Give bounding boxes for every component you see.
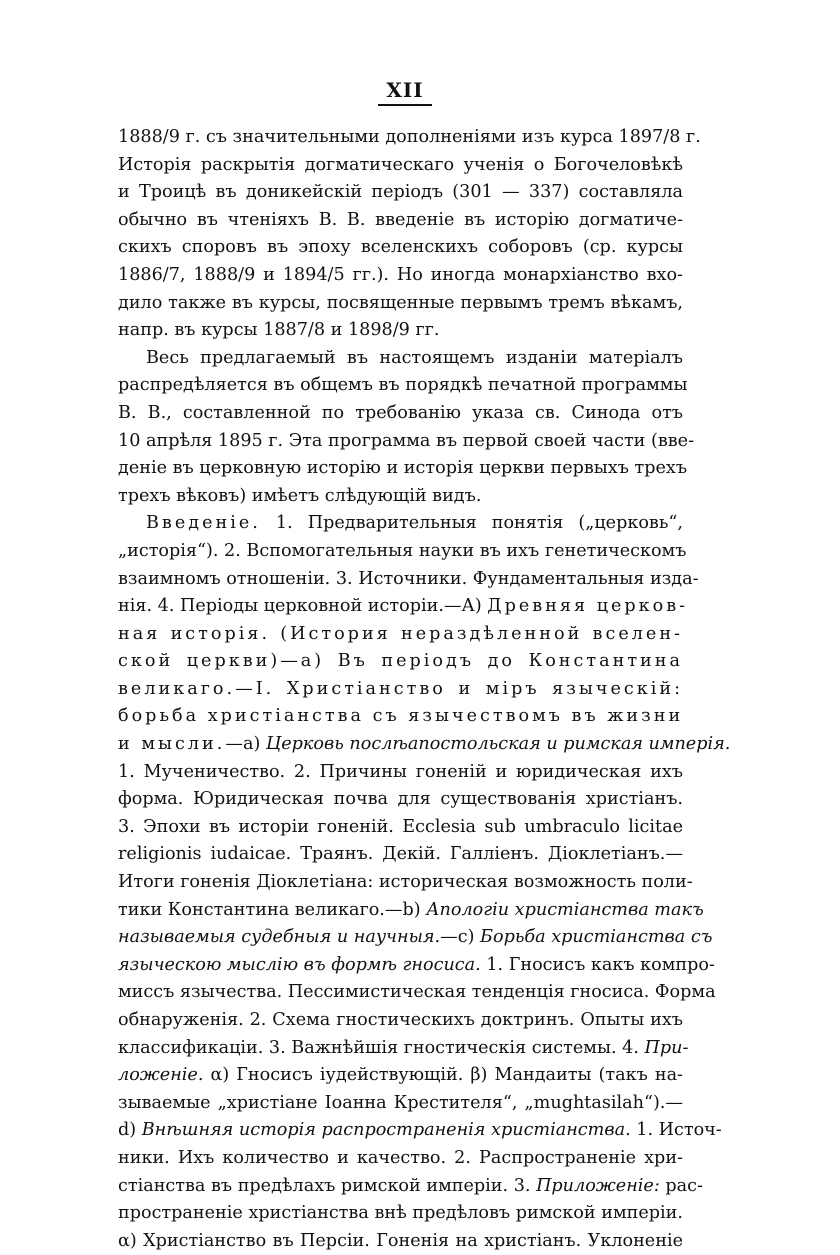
text-line (118, 759, 683, 787)
text-segment: распредѣляется въ общемъ въ порядкѣ печатной программы (118, 375, 688, 396)
italic-segment: Церковь послѣапостольская и римская имперія. (265, 734, 731, 755)
text-segment: —а) (225, 734, 266, 755)
text-line (118, 869, 693, 897)
spaced-heading: Древняя церков- (487, 596, 689, 617)
text-line (118, 1117, 722, 1145)
text-segment: рас- (659, 1175, 703, 1196)
text-line (118, 1200, 683, 1228)
text-line (118, 786, 683, 814)
text-line (118, 1035, 689, 1063)
text-segment: и Троицѣ въ доникейскій періодъ (301 — 337) составляла (118, 182, 683, 203)
text-line (118, 207, 683, 235)
text-segment: 1. Источ- (630, 1120, 722, 1141)
spaced-heading: великаго.—I. Христіанство и міръ языческій: (118, 678, 683, 699)
text-segment: обычно въ чтеніяхъ В. В. введеніе въ исторію догматиче- (118, 209, 683, 230)
text-segment: взаимномъ отношеніи. 3. Источники. Фундаментальныя изда- (118, 568, 699, 589)
text-segment: зываемые „христіане Іоанна Крестителя“, „mughtasilah“).— (118, 1092, 683, 1113)
spaced-heading: и мысли. (118, 734, 226, 755)
text-segment: 10 апрѣля 1895 г. Эта программа въ первой своей части (вве- (118, 430, 695, 451)
spaced-heading: ная исторія. (История нераздѣленной вселен- (118, 623, 683, 644)
text-segment: стіанства въ предѣлахъ римской имперіи. 3. (118, 1175, 537, 1196)
italic-segment: языческою мыслію въ формѣ гносиса. (118, 954, 481, 975)
text-segment: Исторія раскрытія догматическаго ученія о Богочеловѣкѣ (118, 154, 683, 175)
text-line (118, 317, 683, 345)
text-line (118, 621, 683, 649)
spaced-heading: ской церкви)—а) Въ періодъ до Константина (118, 651, 683, 672)
italic-segment: называемыя судебныя и научныя. (118, 927, 441, 948)
text-segment: деніе въ церковную исторію и исторія церкви первыхъ трехъ (118, 458, 688, 479)
text-segment: „исторія“). 2. Вспомогательныя науки въ ихъ генетическомъ (118, 540, 687, 561)
italic-segment: Приложеніе: (536, 1175, 660, 1196)
page-number-rule (378, 104, 432, 106)
text-line (118, 979, 716, 1007)
text-segment: 1. Мученичество. 2. Причины гоненій и юридическая ихъ (118, 761, 683, 782)
italic-segment: Внѣшняя исторія распространенія христіанства. (141, 1120, 631, 1141)
text-line (118, 345, 683, 373)
text-line (118, 897, 704, 925)
text-segment: Итоги гоненія Діоклетіана: историческая возможность поли- (118, 872, 693, 893)
text-line (118, 841, 683, 869)
text-line (118, 1145, 683, 1173)
italic-segment: Апологіи христіанства такъ (426, 899, 704, 920)
text-segment: скихъ споровъ въ эпоху вселенскихъ соборовъ (ср. курсы (118, 237, 683, 258)
text-line (118, 262, 683, 290)
text-segment: форма. Юридическая почва для существованія христіанъ. (118, 789, 683, 810)
spaced-heading: Введеніе. (146, 513, 261, 534)
text-line (118, 648, 683, 676)
text-line (118, 814, 683, 842)
italic-segment: Борьба христіанства съ (480, 927, 713, 948)
text-segment: ники. Ихъ количество и качество. 2. Распространеніе хри- (118, 1147, 683, 1168)
text-line (118, 234, 683, 262)
text-line (118, 152, 683, 180)
text-segment: α) Гносисъ іудействующій. β) Мандаиты (такъ на- (203, 1065, 683, 1086)
page-number: XII (386, 78, 424, 102)
text-line (118, 1228, 683, 1255)
text-segment: religionis iudaicae. Траянъ. Декій. Галліенъ. Діоклетіанъ.— (118, 844, 683, 865)
text-line (118, 952, 715, 980)
text-line (118, 372, 688, 400)
text-line (118, 593, 689, 621)
text-segment: трехъ вѣковъ) имѣетъ слѣдующій видъ. (118, 485, 482, 506)
text-segment: 1. Предварительныя понятія („церковь“, (260, 513, 683, 534)
text-segment: пространеніе христіанства внѣ предѣловъ римской имперіи. (118, 1203, 683, 1224)
text-line (118, 1007, 683, 1035)
text-line (118, 400, 683, 428)
italic-segment: ложеніе. (118, 1065, 204, 1086)
text-line (118, 510, 683, 538)
text-segment: классификаціи. 3. Важнѣйшія гностическія системы. 4. (118, 1037, 645, 1058)
text-line (118, 703, 683, 731)
text-segment: —c) (440, 927, 481, 948)
body-text (118, 124, 731, 1255)
text-segment: 1. Гносисъ какъ компро- (480, 954, 715, 975)
text-segment: d) (118, 1120, 142, 1141)
text-segment: миссъ язычества. Пессимистическая тенденція гносиса. Форма (118, 982, 716, 1003)
text-segment: нія. 4. Періоды церковной исторіи.—А) (118, 596, 488, 617)
text-segment: тики Константина великаго.—b) (118, 899, 427, 920)
text-line (118, 124, 701, 152)
spaced-heading: борьба христіанства съ язычествомъ въ жизни (118, 706, 684, 727)
text-segment: напр. въ курсы 1887/8 и 1898/9 гг. (118, 320, 440, 341)
text-segment: 3. Эпохи въ исторіи гоненій. Ecclesia sub umbraculo licitae (118, 816, 683, 837)
text-line (118, 1062, 683, 1090)
text-line (118, 455, 688, 483)
text-line (118, 179, 683, 207)
text-segment: Весь предлагаемый въ настоящемъ изданіи матеріалъ (146, 347, 683, 368)
text-line (118, 676, 683, 704)
text-segment: В. В., составленной по требованію указа св. Синода отъ (118, 402, 683, 423)
text-line (118, 483, 683, 511)
text-line (118, 731, 731, 759)
text-line (118, 538, 687, 566)
text-line (118, 1173, 703, 1201)
text-segment: 1886/7, 1888/9 и 1894/5 гг.). Но иногда монархіанство вхо- (118, 264, 683, 285)
text-line (118, 428, 695, 456)
text-segment: α) Христіанство въ Персіи. Гоненія на христіанъ. Уклоненіе (118, 1230, 683, 1251)
text-segment: 1888/9 г. съ значительными дополненіями изъ курса 1897/8 г. (118, 127, 701, 147)
text-line (118, 1090, 683, 1118)
italic-segment: При- (644, 1037, 689, 1058)
text-line (118, 924, 713, 952)
text-segment: обнаруженія. 2. Схема гностическихъ доктринъ. Опыты ихъ (118, 1010, 683, 1030)
text-line (118, 566, 699, 594)
text-segment: дило также въ курсы, посвященные первымъ тремъ вѣкамъ, (118, 292, 683, 313)
text-line (118, 290, 683, 318)
